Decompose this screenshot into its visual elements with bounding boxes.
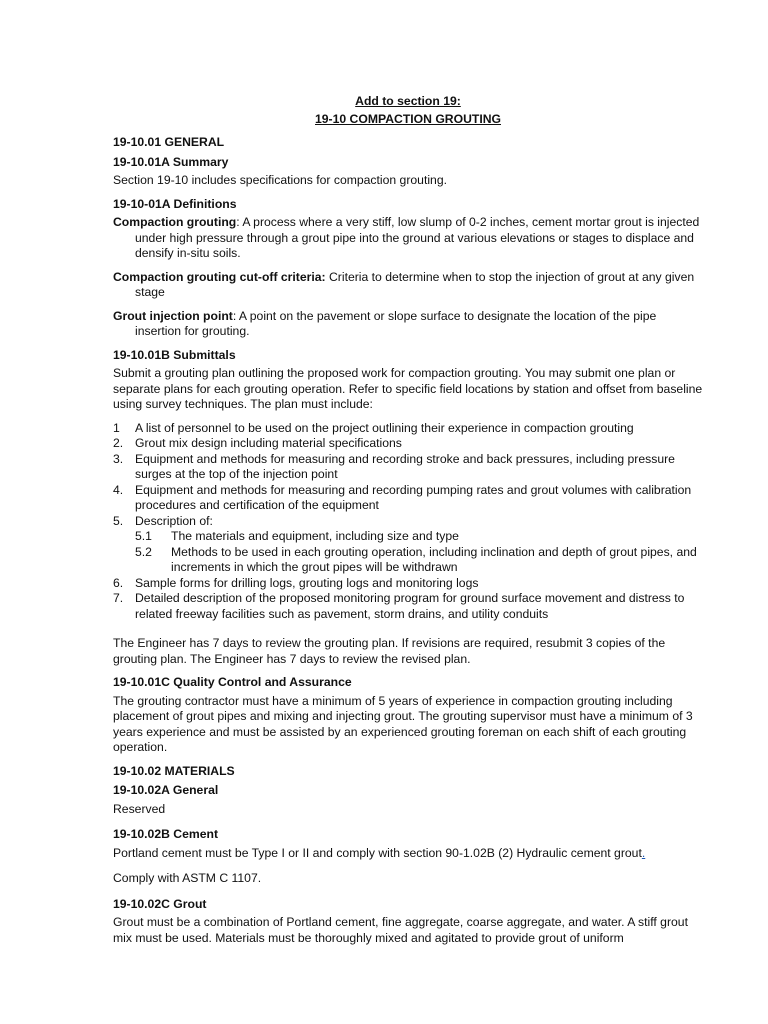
summary-text: Section 19-10 includes specifications for compaction grouting.	[113, 173, 447, 187]
list-text: Sample forms for drilling logs, grouting logs and monitoring logs	[135, 575, 479, 590]
document-title: Add to section 19:	[355, 94, 461, 108]
general-heading: 19-10.01 GENERAL	[113, 135, 225, 149]
grout-heading: 19-10.02C Grout	[113, 896, 207, 911]
cement-text	[113, 846, 703, 862]
cement-text-tail: .	[641, 845, 646, 860]
document-subtitle: 19-10 COMPACTION GROUTING	[315, 111, 501, 126]
definition-text: Criteria to determine when to stop the injection of grout at any given stage	[135, 269, 695, 299]
materials-general-heading: 19-10.02A General	[113, 783, 219, 797]
definition-term: Compaction grouting cut-off criteria:	[113, 269, 326, 284]
definition-text: : A point on the pavement or slope surface to designate the location of the pipe insertion for grouting.	[135, 308, 657, 338]
astm-text: Comply with ASTM C 1107.	[113, 871, 262, 885]
list-text: Equipment and methods for measuring and recording stroke and back pressures, including pressure surges at the top of the injection point	[135, 451, 675, 481]
list-item	[113, 514, 703, 530]
list-number: 5.2	[135, 544, 152, 559]
list-number: 4.	[113, 482, 124, 497]
materials-heading: 19-10.02 MATERIALS	[113, 763, 235, 778]
sub-list-item	[113, 545, 703, 576]
list-item	[113, 576, 703, 592]
sub-list-item	[113, 529, 703, 545]
list-item	[113, 421, 703, 437]
summary-heading: 19-10.01A Summary	[113, 154, 229, 169]
submittal-list	[113, 421, 703, 623]
submittals-heading: 19-10.01B Submittals	[113, 347, 236, 362]
cement-text-body: Portland cement must be Type I or II and comply with section 90-1.02B (2) Hydraulic cement grout	[113, 845, 642, 860]
materials-general-text: Reserved	[113, 801, 166, 816]
submittals-intro: Submit a grouting plan outlining the proposed work for compaction grouting. You may submit one plan or separate plans for each grouting operation. Refer to specific field locations by station and offset from baseline using survey techniques. The plan must include:	[113, 366, 703, 411]
list-text: Grout mix design including material specifications	[135, 436, 402, 450]
definition-compaction-grouting	[113, 215, 703, 262]
list-number: 1	[113, 420, 120, 435]
cement-heading: 19-10.02B Cement	[113, 827, 218, 841]
list-text: Description of:	[135, 513, 213, 528]
list-number: 5.1	[135, 529, 152, 543]
list-number: 5.	[113, 513, 124, 528]
list-number: 7.	[113, 591, 124, 605]
definitions-heading: 19-10-01A Definitions	[113, 196, 237, 211]
list-text: Detailed description of the proposed monitoring program for ground surface movement and distress to related freeway facilities such as pavement, storm drains, and utility conduits	[135, 591, 685, 621]
list-text: A list of personnel to be used on the project outlining their experience in compaction grouting	[135, 420, 634, 435]
definition-grout-injection-point	[113, 309, 703, 340]
list-text: The materials and equipment, including size and type	[171, 529, 459, 543]
review-text: The Engineer has 7 days to review the grouting plan. If revisions are required, resubmit 3 copies of the grouting plan. The Engineer has 7 days to review the revised plan.	[113, 636, 666, 666]
list-item	[113, 436, 703, 452]
definition-term: Grout injection point	[113, 308, 233, 323]
qc-text: The grouting contractor must have a minimum of 5 years of experience in compaction grouting including placement of grout pipes and mixing and injecting grout. The grouting supervisor must have a minimum of 3 years experience and must be assisted by an experienced grouting foreman on each shift of each grouting operation.	[113, 693, 693, 754]
list-text: Methods to be used in each grouting operation, including inclination and depth of grout pipes, and increments in which the grout pipes will be withdrawn	[171, 544, 697, 574]
list-item	[113, 483, 703, 514]
list-text: Equipment and methods for measuring and recording pumping rates and grout volumes with calibration procedures and certification of the equipment	[135, 482, 692, 512]
list-item	[113, 591, 703, 622]
grout-text: Grout must be a combination of Portland cement, fine aggregate, coarse aggregate, and water. A stiff grout mix must be used. Materials must be thoroughly mixed and agitated to provide grout of uniform	[113, 915, 688, 945]
list-number: 3.	[113, 451, 124, 466]
definition-term: Compaction grouting	[113, 215, 237, 229]
document-page	[113, 94, 703, 946]
list-number: 6.	[113, 575, 124, 590]
definition-text: : A process where a very stiff, low slump of 0-2 inches, cement mortar grout is injected under high pressure through a grout pipe into the ground at various elevations or stages to displace and densify in-situ soils.	[135, 215, 700, 260]
list-number: 2.	[113, 436, 124, 450]
list-item	[113, 452, 703, 483]
qc-heading: 19-10.01C Quality Control and Assurance	[113, 675, 352, 689]
definition-cutoff-criteria	[113, 270, 703, 301]
